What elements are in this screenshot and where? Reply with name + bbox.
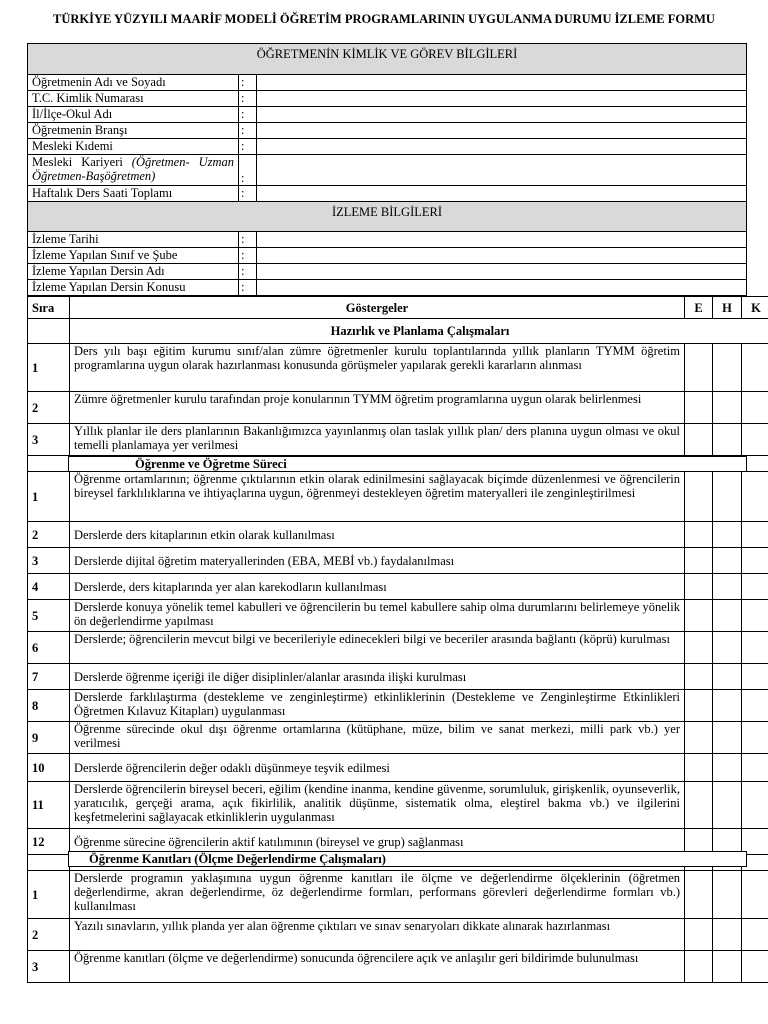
- row-number: 1: [28, 472, 70, 522]
- checkbox-h[interactable]: [713, 754, 742, 782]
- section-header-row: [28, 319, 768, 344]
- field-label: Öğretmenin Branşı: [28, 123, 239, 139]
- field-separator: :: [239, 139, 257, 155]
- checkbox-k[interactable]: [742, 754, 768, 782]
- field-separator: :: [239, 232, 257, 248]
- checkbox-h[interactable]: [713, 690, 742, 722]
- checkbox-k[interactable]: [742, 574, 768, 600]
- identity-row: [28, 186, 747, 202]
- checkbox-h[interactable]: [713, 722, 742, 754]
- checkbox-h[interactable]: [713, 871, 742, 919]
- indicator-text: Derslerde öğrenme içeriği ile diğer disiplinler/alanlar arasında ilişki kurulması: [70, 664, 685, 690]
- checkbox-e[interactable]: [685, 782, 713, 829]
- field-separator: :: [239, 248, 257, 264]
- info-table: [27, 43, 747, 296]
- checkbox-k[interactable]: [742, 548, 768, 574]
- section-title: Hazırlık ve Planlama Çalışmaları: [70, 319, 768, 344]
- teacher-name-field[interactable]: [257, 75, 747, 91]
- row-number: 2: [28, 392, 70, 424]
- checkbox-h[interactable]: [713, 472, 742, 522]
- section-title: Öğrenme Kanıtları (Ölçme Değerlendirme Çalışmaları): [68, 851, 747, 867]
- row-number: 3: [28, 548, 70, 574]
- row-number: 2: [28, 919, 70, 951]
- indicator-row: [28, 344, 768, 392]
- checkbox-k[interactable]: [742, 472, 768, 522]
- identity-row: [28, 155, 747, 186]
- field-label: Mesleki Kıdemi: [28, 139, 239, 155]
- checkbox-e[interactable]: [685, 472, 713, 522]
- tc-id-field[interactable]: [257, 91, 747, 107]
- career-note: (Öğretmen- Uzman Öğretmen-Başöğretmen): [32, 155, 234, 183]
- row-number: 10: [28, 754, 70, 782]
- checkbox-e[interactable]: [685, 522, 713, 548]
- form-title: TÜRKİYE YÜZYILI MAARİF MODELİ ÖĞRETİM PROGRAMLARININ UYGULANMA DURUMU İZLEME FORMU: [53, 12, 715, 26]
- checkbox-h[interactable]: [713, 951, 742, 983]
- indicator-row: [28, 574, 768, 600]
- indicator-text: Derslerde konuya yönelik temel kabulleri ve öğrencilerin bu temel kabullere sahip olma durumlarını belirlemeye yönelik ön değerlendirme yapılması: [70, 600, 685, 632]
- checkbox-h[interactable]: [713, 548, 742, 574]
- row-number: 12: [28, 829, 70, 855]
- identity-row: [28, 91, 747, 107]
- checkbox-k[interactable]: [742, 600, 768, 632]
- identity-header: ÖĞRETMENİN KİMLİK VE GÖREV BİLGİLERİ: [28, 44, 747, 75]
- field-label: İzleme Tarihi: [28, 232, 239, 248]
- indicator-text: Öğrenme ortamlarının; öğrenme çıktılarının etkin olarak edinilmesini sağlayacak biçimde düzenlenmesi ve öğrencilerin bireysel farklılıklarına ve ihtiyaçlarına uygun, öğrenmeyi destekleyen öğretim materyalleri ile zenginleştirilmesi: [70, 472, 685, 522]
- indicator-row: [28, 472, 768, 522]
- indicator-text: Yazılı sınavların, yıllık planda yer alan öğrenme çıktıları ve sınav senaryoları dikkate alınarak hazırlanması: [70, 919, 685, 951]
- checkbox-e[interactable]: [685, 574, 713, 600]
- checkbox-e[interactable]: [685, 754, 713, 782]
- checkbox-e[interactable]: [685, 424, 713, 456]
- field-separator: :: [239, 75, 257, 91]
- indicator-row: [28, 522, 768, 548]
- indicator-row: [28, 664, 768, 690]
- indicator-row: [28, 690, 768, 722]
- col-header-gostergeler: Göstergeler: [70, 297, 685, 319]
- field-separator: :: [239, 264, 257, 280]
- checkbox-k[interactable]: [742, 344, 768, 392]
- col-header-h: H: [713, 297, 742, 319]
- field-separator: :: [239, 280, 257, 296]
- checkbox-e[interactable]: [685, 722, 713, 754]
- checkbox-h[interactable]: [713, 522, 742, 548]
- field-label: [28, 155, 239, 186]
- checkbox-k[interactable]: [742, 871, 768, 919]
- indicator-text: Derslerde, ders kitaplarında yer alan karekodların kullanılması: [70, 574, 685, 600]
- row-number: 11: [28, 782, 70, 829]
- row-number: 8: [28, 690, 70, 722]
- indicators-header-row: [28, 297, 768, 319]
- checkbox-e[interactable]: [685, 951, 713, 983]
- field-separator: :: [239, 155, 257, 186]
- monitoring-row: [28, 248, 747, 264]
- indicators-table: [27, 296, 768, 983]
- identity-row: [28, 75, 747, 91]
- monitoring-row: [28, 280, 747, 296]
- field-label: T.C. Kimlik Numarası: [28, 91, 239, 107]
- indicator-row: [28, 722, 768, 754]
- indicator-row: [28, 600, 768, 632]
- indicator-text: Derslerde programın yaklaşımına uygun öğrenme kanıtları ile ölçme ve değerlendirme ölçeklerinin (öğretmen değerlendirme, akran değerlendirme, öz değerlendirme formları, performans görevleri değerlendirme formları vb.) kullanılması: [70, 871, 685, 919]
- lesson-topic-field[interactable]: [257, 280, 747, 296]
- row-number: 7: [28, 664, 70, 690]
- checkbox-e[interactable]: [685, 871, 713, 919]
- indicator-row: [28, 548, 768, 574]
- field-separator: :: [239, 123, 257, 139]
- checkbox-e[interactable]: [685, 664, 713, 690]
- checkbox-k[interactable]: [742, 722, 768, 754]
- checkbox-k[interactable]: [742, 664, 768, 690]
- field-label: İzleme Yapılan Sınıf ve Şube: [28, 248, 239, 264]
- checkbox-e[interactable]: [685, 690, 713, 722]
- branch-field[interactable]: [257, 123, 747, 139]
- identity-row: [28, 123, 747, 139]
- indicator-text: Öğrenme sürecinde okul dışı öğrenme ortamlarına (kütüphane, müze, bilim ve sanat merkezi, milli park vb.) yer verilmesi: [70, 722, 685, 754]
- field-separator: :: [239, 107, 257, 123]
- checkbox-k[interactable]: [742, 632, 768, 664]
- checkbox-k[interactable]: [742, 392, 768, 424]
- indicator-row: [28, 754, 768, 782]
- monitoring-date-field[interactable]: [257, 232, 747, 248]
- field-label: İl/İlçe-Okul Adı: [28, 107, 239, 123]
- school-field[interactable]: [257, 107, 747, 123]
- row-number: 5: [28, 600, 70, 632]
- checkbox-k[interactable]: [742, 424, 768, 456]
- field-label: Haftalık Ders Saati Toplamı: [28, 186, 239, 202]
- field-label: İzleme Yapılan Dersin Konusu: [28, 280, 239, 296]
- field-label: İzleme Yapılan Dersin Adı: [28, 264, 239, 280]
- checkbox-k[interactable]: [742, 919, 768, 951]
- row-number: 6: [28, 632, 70, 664]
- checkbox-h[interactable]: [713, 600, 742, 632]
- monitoring-row: [28, 264, 747, 280]
- identity-row: [28, 139, 747, 155]
- checkbox-e[interactable]: [685, 632, 713, 664]
- checkbox-h[interactable]: [713, 424, 742, 456]
- checkbox-k[interactable]: [742, 522, 768, 548]
- row-number: 9: [28, 722, 70, 754]
- row-number: 4: [28, 574, 70, 600]
- indicator-text: Yıllık planlar ile ders planlarının Bakanlığımızca yayınlanmış olan taslak yıllık plan/ ders planına uygun olması ve okul temelli planlamaya yer verilmesi: [70, 424, 685, 456]
- indicator-text: Ders yılı başı eğitim kurumu sınıf/alan zümre öğretmenler kurulu toplantılarında yıllık planların TYMM öğretim programlarına uygun olarak hazırlanması konusunda görüşmeler yapılarak gerekli kararların alınması: [70, 344, 685, 392]
- checkbox-k[interactable]: [742, 782, 768, 829]
- indicator-row: [28, 919, 768, 951]
- checkbox-h[interactable]: [713, 392, 742, 424]
- indicator-text: Derslerde ders kitaplarının etkin olarak kullanılması: [70, 522, 685, 548]
- indicator-text: Zümre öğretmenler kurulu tarafından proje konularının TYMM öğretim programlarına uygun olarak belirlenmesi: [70, 392, 685, 424]
- section-title: Öğrenme ve Öğretme Süreci: [68, 456, 747, 472]
- indicator-row: [28, 871, 768, 919]
- indicator-text: Derslerde farklılaştırma (destekleme ve zenginleştirme) etkinliklerinin (Destekleme ve Zenginleştirme Etkinlikleri Öğretmen Kılavuz Kitapları) uygulanması: [70, 690, 685, 722]
- checkbox-h[interactable]: [713, 782, 742, 829]
- indicator-text: Öğrenme sürecine öğrencilerin aktif katılımının (bireysel ve grup) sağlanması: [70, 829, 685, 855]
- checkbox-e[interactable]: [685, 392, 713, 424]
- indicator-text: Derslerde dijital öğretim materyallerinden (EBA, MEBİ vb.) faydalanılması: [70, 548, 685, 574]
- indicator-row: [28, 782, 768, 829]
- col-header-k: K: [742, 297, 768, 319]
- col-header-sira: Sıra: [28, 297, 70, 319]
- col-header-e: E: [685, 297, 713, 319]
- indicator-text: Derslerde; öğrencilerin mevcut bilgi ve becerileriyle edinecekleri bilgi ve beceriler arasında bağlantı (köprü) kurulması: [70, 632, 685, 664]
- indicator-row: [28, 632, 768, 664]
- checkbox-k[interactable]: [742, 690, 768, 722]
- indicator-row: [28, 951, 768, 983]
- checkbox-e[interactable]: [685, 344, 713, 392]
- weekly-hours-field[interactable]: [257, 186, 747, 202]
- checkbox-h[interactable]: [713, 574, 742, 600]
- checkbox-e[interactable]: [685, 919, 713, 951]
- indicator-text: Öğrenme kanıtları (ölçme ve değerlendirme) sonucunda öğrencilere açık ve anlaşılır geri bildirimde bulunulması: [70, 951, 685, 983]
- row-number: 2: [28, 522, 70, 548]
- monitoring-header: İZLEME BİLGİLERİ: [28, 202, 747, 232]
- lesson-name-field[interactable]: [257, 264, 747, 280]
- row-number: 1: [28, 344, 70, 392]
- checkbox-h[interactable]: [713, 632, 742, 664]
- checkbox-k[interactable]: [742, 951, 768, 983]
- row-number: 1: [28, 871, 70, 919]
- field-separator: :: [239, 91, 257, 107]
- career-label: Mesleki Kariyeri: [32, 155, 123, 169]
- checkbox-h[interactable]: [713, 344, 742, 392]
- checkbox-e[interactable]: [685, 548, 713, 574]
- checkbox-h[interactable]: [713, 664, 742, 690]
- field-label: Öğretmenin Adı ve Soyadı: [28, 75, 239, 91]
- field-separator: :: [239, 186, 257, 202]
- indicator-text: Derslerde öğrencilerin bireysel beceri, eğilim (kendine inanma, kendine güvenme, sorumluluk, girişkenlik, oyunseverlik, yaratıcılık, gerçeği arama, açık fikirlilik, analitik düşünme, sistematik olma, eleştirel bakma vb.) ve ilgilerini keşfetmelerini sağlayacak etkinliklerin uygulanması: [70, 782, 685, 829]
- class-field[interactable]: [257, 248, 747, 264]
- indicator-row: [28, 424, 768, 456]
- career-field[interactable]: [257, 155, 747, 186]
- indicator-row: [28, 392, 768, 424]
- checkbox-e[interactable]: [685, 600, 713, 632]
- monitoring-row: [28, 232, 747, 248]
- row-number: 3: [28, 424, 70, 456]
- indicator-text: Derslerde öğrencilerin değer odaklı düşünmeye teşvik edilmesi: [70, 754, 685, 782]
- seniority-field[interactable]: [257, 139, 747, 155]
- row-number: 3: [28, 951, 70, 983]
- checkbox-h[interactable]: [713, 919, 742, 951]
- identity-row: [28, 107, 747, 123]
